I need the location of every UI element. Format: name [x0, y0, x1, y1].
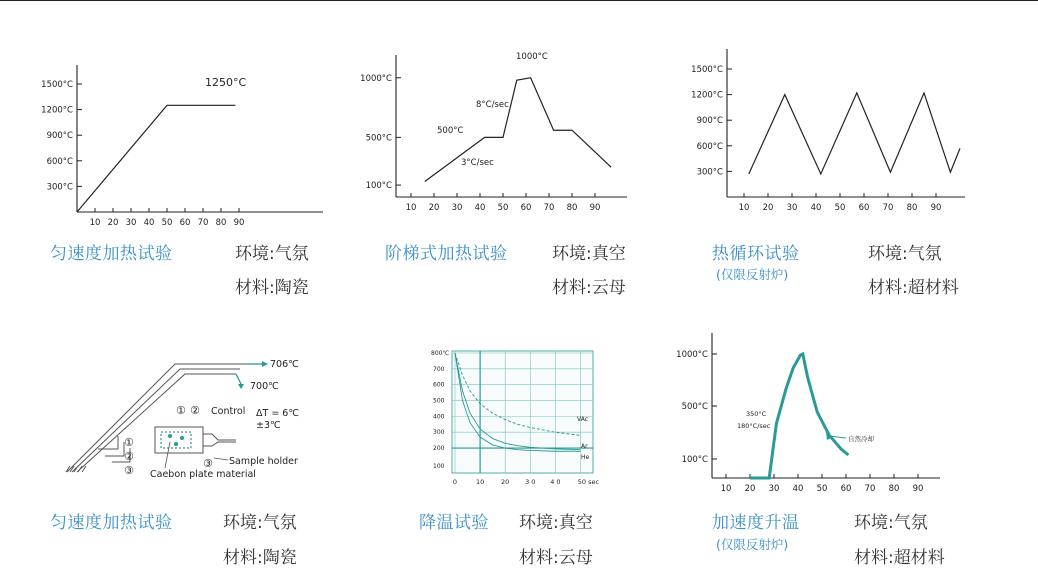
x-tick-label: 20	[744, 484, 756, 494]
x-tick-label: 50	[816, 484, 828, 494]
legend-ar: Ar	[581, 443, 588, 450]
annotation-500: 500°C	[437, 126, 464, 136]
x-tick-label: 4 0	[550, 478, 561, 486]
y-tick-label: 700	[433, 365, 445, 373]
marker-3-left: ③	[124, 464, 134, 477]
x-tick-label: 70	[882, 203, 894, 213]
marker-3-right: ③	[203, 457, 213, 470]
x-tick-label: 40	[810, 203, 822, 213]
panel1-environment: 环境:气氛	[235, 244, 309, 264]
x-tick-label: 80	[888, 484, 900, 494]
x-tick-label: 20	[501, 478, 510, 486]
x-tick-label: 30	[451, 203, 463, 213]
legend-he: He	[581, 454, 590, 461]
y-tick-label: 400	[433, 413, 445, 421]
y-tick-label: 1200°C	[41, 105, 73, 116]
legend-vac: VAc	[577, 416, 589, 423]
label-sample-holder: Sample holder	[229, 456, 298, 467]
panel4-environment: 环境:气氛	[223, 513, 297, 533]
x-tick-label: 40	[143, 218, 155, 228]
y-tick-label: 1500°C	[41, 80, 73, 90]
x-tick-label: 30	[786, 203, 798, 213]
x-tick-label: 10	[475, 478, 485, 486]
annotation-rate-180: 180°C/sec	[737, 422, 771, 430]
panel5-environment: 环境:真空	[519, 513, 593, 533]
annotation-rate-3: 3°C/sec	[461, 158, 494, 168]
panel2-environment: 环境:真空	[552, 244, 626, 264]
marker-2-left: ②	[124, 450, 134, 463]
annotation-350: 350°C	[746, 410, 767, 418]
x-tick-label: 50	[834, 203, 846, 213]
y-tick-label: 100°C	[365, 181, 392, 192]
y-tick-label: 300°C	[696, 167, 723, 178]
y-tick-label: 300°C	[46, 182, 73, 193]
marker-2-top: ②	[190, 404, 200, 417]
panel6-material: 材料:超材料	[854, 548, 945, 568]
y-tick-label: 1200°C	[691, 90, 723, 101]
x-tick-label: 80	[906, 203, 918, 213]
x-tick-label: 3 0	[525, 478, 536, 486]
y-tick-label: 600°C	[46, 156, 73, 167]
panel4-title: 匀速度加热试验	[50, 513, 173, 533]
x-tick-label: 30	[125, 218, 137, 228]
panel1-material: 材料:陶瓷	[235, 278, 309, 298]
x-tick-label: 50	[161, 218, 173, 228]
y-tick-label: 100	[433, 463, 445, 470]
x-tick-label: 70	[864, 484, 876, 494]
panel6-environment: 环境:气氛	[854, 513, 928, 533]
y-tick-label: 600°C	[696, 141, 723, 152]
label-delta-t: ΔT = 6℃	[256, 408, 300, 419]
panel3-subtitle: (仅限反射炉)	[716, 267, 789, 282]
marker-1-top: ①	[176, 404, 186, 417]
x-tick-label: 70	[543, 203, 555, 213]
x-tick-label: 60	[840, 484, 852, 494]
panel2-material: 材料:云母	[552, 278, 626, 298]
y-tick-label: 500°C	[365, 133, 392, 144]
y-tick-label: 1500°C	[691, 65, 723, 75]
y-tick-label: 1000°C	[676, 350, 708, 360]
panel6-title: 加速度升温	[712, 513, 800, 533]
x-tick-label: 20	[107, 218, 119, 228]
x-tick-label: 90	[589, 203, 601, 213]
panel3-title: 热循环试验	[712, 244, 800, 264]
x-tick-label: 90	[912, 484, 924, 494]
x-tick-label: 20	[762, 203, 774, 213]
x-tick-label: 10	[720, 484, 732, 494]
x-tick-label: 50 sec	[577, 478, 600, 486]
x-tick-label: 50	[497, 203, 509, 213]
panel3-environment: 环境:气氛	[868, 244, 942, 264]
panel1-title: 匀速度加热试验	[50, 244, 173, 264]
y-tick-label: 200	[433, 445, 445, 453]
y-tick-label: 500	[433, 397, 445, 405]
x-tick-label: 30	[768, 484, 780, 494]
y-tick-label: 600	[433, 381, 445, 389]
y-tick-label: 100°C	[681, 455, 708, 465]
x-tick-label: 60	[520, 203, 532, 213]
x-tick-label: 40	[474, 203, 486, 213]
x-tick-label: 20	[428, 203, 440, 213]
x-tick-label: 10	[738, 203, 750, 213]
x-tick-label: 80	[215, 218, 227, 228]
x-tick-label: 80	[566, 203, 578, 213]
x-tick-label: 10	[405, 203, 417, 213]
y-tick-label: 500°C	[681, 402, 708, 412]
panel6-subtitle: (仅限反射炉)	[716, 537, 789, 552]
x-tick-label: 0	[452, 478, 458, 486]
x-tick-label: 60	[179, 218, 191, 228]
marker-1-left: ①	[124, 436, 134, 449]
panel5-material: 材料:云母	[519, 548, 593, 568]
annotation-1250: 1250°C	[205, 76, 247, 89]
y-tick-label: 900°C	[46, 131, 73, 142]
x-tick-label: 90	[930, 203, 942, 213]
x-tick-label: 60	[858, 203, 870, 213]
annotation-rate-8: 8°C/sec	[476, 100, 509, 110]
panel4-material: 材料:陶瓷	[223, 548, 297, 568]
annotation-natural-cooling: 自然冷却	[848, 435, 874, 443]
label-700: 700℃	[250, 381, 279, 392]
x-tick-label: 10	[89, 218, 101, 228]
label-706: 706℃	[270, 359, 299, 370]
x-tick-label: 90	[233, 218, 245, 228]
y-tick-label: 1000°C	[360, 73, 392, 84]
panel3-material: 材料:超材料	[868, 278, 959, 298]
annotation-1000: 1000°C	[516, 52, 548, 62]
label-tolerance: ±3℃	[256, 420, 281, 431]
y-tick-label: 300	[433, 429, 445, 437]
label-control: Control	[211, 406, 246, 417]
panel2-title: 阶梯式加热试验	[385, 244, 508, 264]
x-tick-label: 70	[197, 218, 209, 228]
y-tick-label: 800℃	[431, 350, 450, 357]
x-tick-label: 40	[792, 484, 804, 494]
label-carbon-plate: Caebon plate material	[150, 469, 256, 480]
y-tick-label: 900°C	[696, 116, 723, 127]
panel5-title: 降温试验	[419, 513, 489, 533]
